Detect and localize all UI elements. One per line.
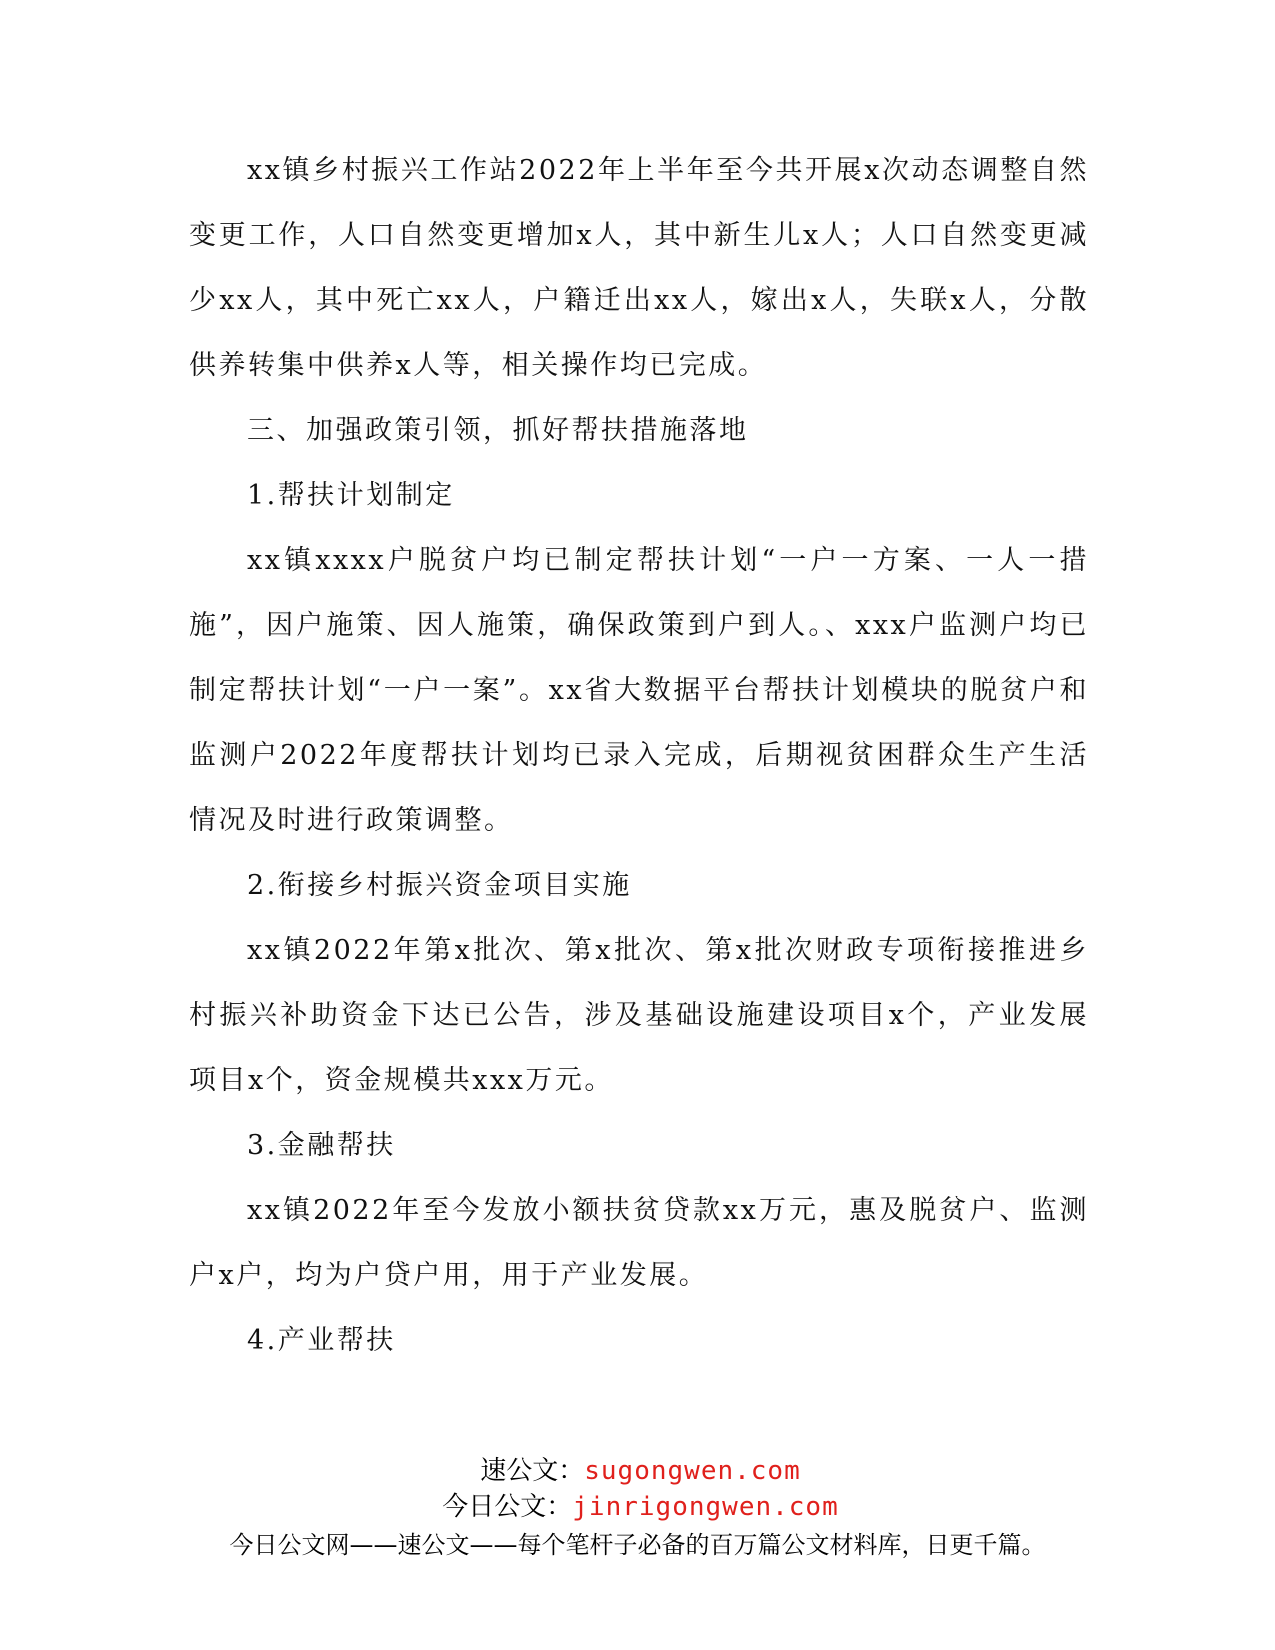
footer-line-jinrigongwen [6,1489,1275,1525]
footer-slogan: 今日公文网——速公文——每个笔杆子必备的百万篇公文材料库，日更千篇。 [229,1531,1046,1559]
footer-label-sugongwen: 速公文： [480,1456,585,1486]
footer-line-sugongwen [6,1453,1275,1489]
section-heading-policy: 三、加强政策引领，抓好帮扶措施落地 [247,415,749,446]
sugongwen-link[interactable]: sugongwen.com [584,1456,801,1486]
footer-watermark [0,1453,1275,1563]
paragraph-assistance-plan: xx镇xxxx户脱贫户均已制定帮扶计划“一户一方案、一人一措施”，因户施策、因人施策，确保政策到户到人。、xxx户监测户均已制定帮扶计划“一户一案”。xx省大数据平台帮扶计划模块的脱贫户和监测户2022年度帮扶计划均已录入完成，后期视贫困群众生产生活情况及时进行政策调整。 [189,545,1089,836]
jinrigongwen-link[interactable]: jinrigongwen.com [572,1492,839,1522]
subheading-industry-aid: 4.产业帮扶 [247,1325,396,1356]
subheading-financial-aid: 3.金融帮扶 [247,1130,396,1161]
paragraph-funding-projects: xx镇2022年第x批次、第x批次、第x批次财政专项衔接推进乡村振兴补助资金下达已公告，涉及基础设施建设项目x个，产业发展项目x个，资金规模共xxx万元。 [189,935,1089,1096]
subheading-assistance-plan: 1.帮扶计划制定 [247,480,455,511]
document-body [189,138,1089,1373]
footer-label-jinrigongwen: 今日公文： [442,1492,573,1522]
subheading-funding-projects: 2.衔接乡村振兴资金项目实施 [247,870,632,901]
paragraph-population-change: xx镇乡村振兴工作站2022年上半年至今共开展x次动态调整自然变更工作，人口自然变更增加x人，其中新生儿x人；人口自然变更减少xx人，其中死亡xx人，户籍迁出xx人，嫁出x人，失联x人，分散供养转集中供养x人等，相关操作均已完成。 [189,155,1089,381]
paragraph-financial-aid: xx镇2022年至今发放小额扶贫贷款xx万元，惠及脱贫户、监测户x户，均为户贷户用，用于产业发展。 [189,1195,1089,1291]
